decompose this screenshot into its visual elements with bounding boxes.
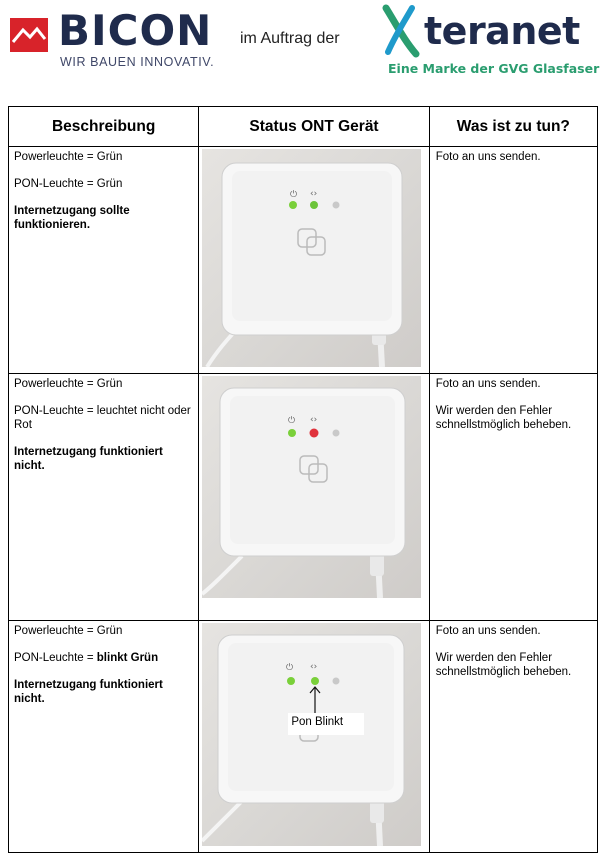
status-photo-cell (199, 374, 429, 621)
ont-device-photo (202, 376, 421, 598)
xteranet-x-icon (382, 4, 420, 58)
table-row (9, 374, 598, 621)
todo-line: Foto an uns senden. (435, 378, 541, 390)
internet-status-text: Internetzugang funktioniert nicht. (14, 679, 163, 705)
xteranet-subtitle: Eine Marke der GVG Glasfaser (388, 61, 600, 76)
power-led-text: Powerleuchte = Grün (14, 151, 123, 163)
page-header (0, 0, 607, 90)
commission-text: im Auftrag der (240, 30, 340, 47)
header-todo: Was ist zu tun? (429, 107, 597, 147)
svg-text:‹›: ‹› (310, 189, 318, 199)
ont-device-photo (202, 149, 421, 367)
todo-cell (429, 147, 597, 374)
power-led-text: Powerleuchte = Grün (14, 378, 123, 390)
table-row (9, 621, 598, 853)
description-cell (9, 374, 199, 621)
table-header-row (9, 107, 598, 147)
todo-cell (429, 374, 597, 621)
status-photo-cell (199, 147, 429, 374)
bicon-logo-icon (10, 18, 48, 52)
bicon-slogan: WIR BAUEN INNOVATIV. (60, 55, 215, 69)
todo-line: Wir werden den Fehler schnellstmöglich beheben. (435, 652, 572, 678)
ont-device-photo (202, 623, 421, 846)
todo-line: Foto an uns senden. (435, 151, 541, 163)
power-led-text: Powerleuchte = Grün (14, 625, 123, 637)
description-cell (9, 147, 199, 374)
svg-text:‹›: ‹› (310, 662, 318, 672)
svg-text:⏻: ⏻ (290, 190, 298, 200)
pon-led-icon (310, 429, 319, 438)
table-row (9, 147, 598, 374)
power-led-icon (288, 429, 296, 437)
los-led-icon (333, 430, 340, 437)
pon-led-icon (310, 201, 318, 209)
power-led-icon (287, 677, 295, 685)
internet-status-text: Internetzugang sollte funktionieren. (14, 205, 130, 231)
description-cell (9, 621, 199, 853)
todo-line: Wir werden den Fehler schnellstmöglich beheben. (435, 405, 572, 431)
pon-led-icon (311, 677, 319, 685)
header-status: Status ONT Gerät (199, 107, 429, 147)
los-led-icon (333, 678, 340, 685)
todo-line: Foto an uns senden. (435, 625, 541, 637)
todo-cell (429, 621, 597, 853)
header-beschreibung: Beschreibung (9, 107, 199, 147)
bicon-logo-text: BICON (58, 6, 213, 55)
ont-status-table (8, 106, 598, 853)
pon-led-text: PON-Leuchte = blinkt Grün (14, 652, 159, 664)
status-photo-cell (199, 621, 429, 853)
svg-text:⏻: ⏻ (286, 663, 294, 673)
pon-blinkt-annotation: Pon Blinkt (288, 713, 364, 735)
svg-text:‹›: ‹› (310, 415, 318, 425)
pon-led-text: PON-Leuchte = Grün (14, 178, 123, 190)
power-led-icon (289, 201, 297, 209)
svg-text:⏻: ⏻ (288, 416, 296, 426)
los-led-icon (333, 202, 340, 209)
xteranet-logo-text: teranet (424, 9, 580, 53)
internet-status-text: Internetzugang funktioniert nicht. (14, 446, 163, 472)
pon-led-text: PON-Leuchte = leuchtet nicht oder Rot (14, 405, 191, 431)
